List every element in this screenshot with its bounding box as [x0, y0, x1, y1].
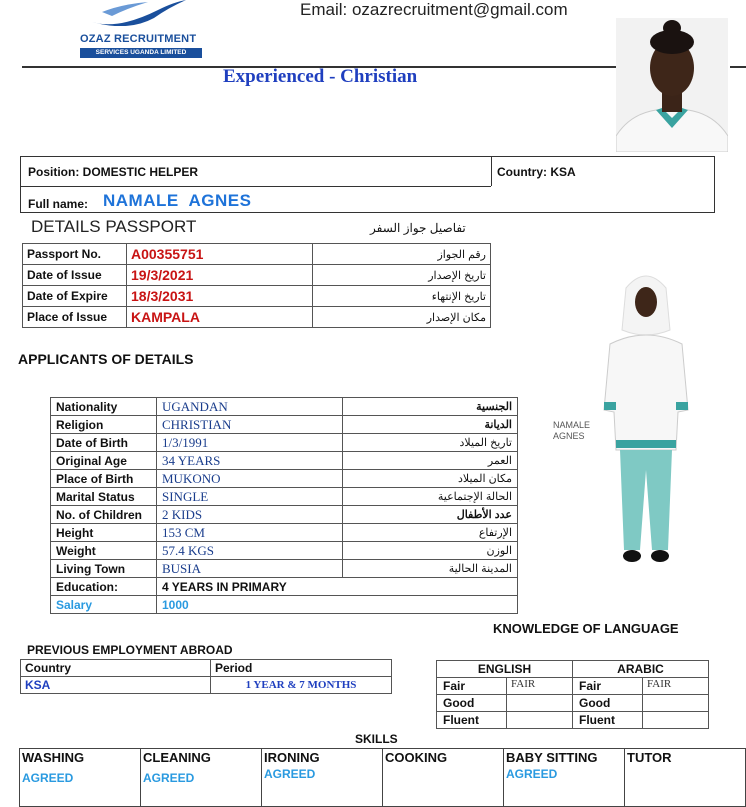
skill-name: IRONING: [264, 750, 320, 765]
detail-value: UGANDAN: [157, 398, 343, 416]
applicant-details-table: [50, 397, 518, 614]
english-level-value: [507, 712, 573, 729]
table-row: [437, 695, 709, 712]
skill-value: AGREED: [22, 771, 74, 785]
detail-value: 1/3/1991: [157, 434, 343, 452]
skill-cell: [262, 749, 383, 807]
language-table: [436, 660, 709, 729]
arabic-level-value: FAIR: [643, 678, 709, 695]
detail-label: Marital Status: [51, 488, 157, 506]
applicants-section-title: APPLICANTS OF DETAILS: [18, 351, 194, 367]
table-row: [51, 578, 518, 596]
passport-section-title-arabic: تفاصيل جواز السفر: [370, 221, 466, 235]
detail-value: SINGLE: [157, 488, 343, 506]
detail-label-arabic: المدينة الحالية: [343, 560, 518, 578]
passport-value: 19/3/2021: [127, 265, 313, 286]
skill-cell: [383, 749, 504, 807]
language-level: Fair: [573, 678, 643, 695]
passport-label: Date of Issue: [23, 265, 127, 286]
country-label: Country: KSA: [497, 165, 576, 179]
table-row: [23, 307, 491, 328]
previous-employment-table: [20, 659, 392, 694]
table-row: [21, 660, 392, 677]
table-row: [51, 542, 518, 560]
skill-name: TUTOR: [627, 750, 672, 765]
table-row: [20, 749, 746, 807]
detail-label-arabic: الإرتفاع: [343, 524, 518, 542]
skill-cell: [504, 749, 625, 807]
language-level: Good: [573, 695, 643, 712]
detail-label: Date of Birth: [51, 434, 157, 452]
employment-period: 1 YEAR & 7 MONTHS: [211, 677, 392, 694]
company-email: Email: ozazrecruitment@gmail.com: [300, 0, 568, 19]
skills-table: [19, 748, 746, 807]
language-header-english: ENGLISH: [437, 661, 573, 678]
passport-label-arabic: مكان الإصدار: [313, 307, 491, 328]
detail-label: Religion: [51, 416, 157, 434]
language-level: Fluent: [437, 712, 507, 729]
table-row: [51, 524, 518, 542]
detail-value: CHRISTIAN: [157, 416, 343, 434]
arabic-level-value: [643, 695, 709, 712]
detail-label-arabic: عدد الأطفال: [343, 506, 518, 524]
passport-label: Place of Issue: [23, 307, 127, 328]
fullname-label: Full name:: [28, 197, 89, 211]
detail-label-arabic: تاريخ الميلاد: [343, 434, 518, 452]
employment-country: KSA: [21, 677, 211, 694]
table-row: [437, 678, 709, 695]
table-row: [51, 560, 518, 578]
education-value: 4 YEARS IN PRIMARY: [157, 578, 518, 596]
candidate-category-title: Experienced - Christian: [223, 66, 418, 87]
photo-caption: [553, 420, 590, 442]
photo-caption-line: AGNES: [553, 431, 585, 441]
passport-table: [22, 243, 491, 328]
passport-value: 18/3/2031: [127, 286, 313, 307]
table-row: [51, 398, 518, 416]
candidate-fullbody-photo: [596, 270, 696, 572]
candidate-fullname: NAMALE AGNES: [103, 191, 252, 210]
skill-name: WASHING: [22, 750, 85, 765]
detail-label-arabic: الحالة الإجتماعية: [343, 488, 518, 506]
skill-name: BABY SITTING: [506, 750, 598, 765]
detail-label: Weight: [51, 542, 157, 560]
table-row: [437, 661, 709, 678]
passport-label-arabic: تاريخ الإنتهاء: [313, 286, 491, 307]
detail-label: Place of Birth: [51, 470, 157, 488]
passport-value: KAMPALA: [127, 307, 313, 328]
language-section-title: KNOWLEDGE OF LANGUAGE: [493, 621, 679, 636]
education-label: Education:: [51, 578, 157, 596]
skill-value: AGREED: [143, 771, 195, 785]
detail-value: 34 YEARS: [157, 452, 343, 470]
detail-label-arabic: مكان الميلاد: [343, 470, 518, 488]
skill-cell: [625, 749, 746, 807]
detail-label: Living Town: [51, 560, 157, 578]
detail-value: 57.4 KGS: [157, 542, 343, 560]
skill-value: AGREED: [264, 767, 316, 781]
table-row: [51, 596, 518, 614]
passport-label: Date of Expire: [23, 286, 127, 307]
company-logo-tagline: SERVICES UGANDA LIMITED: [80, 48, 202, 58]
skill-cell: [141, 749, 262, 807]
language-header-arabic: ARABIC: [573, 661, 709, 678]
detail-label: No. of Children: [51, 506, 157, 524]
detail-label-arabic: الجنسية: [343, 398, 518, 416]
table-row: [51, 470, 518, 488]
table-row: [51, 506, 518, 524]
detail-value: 2 KIDS: [157, 506, 343, 524]
language-level: Fair: [437, 678, 507, 695]
passport-label-arabic: رقم الجواز: [313, 244, 491, 265]
detail-label: Original Age: [51, 452, 157, 470]
detail-label-arabic: العمر: [343, 452, 518, 470]
table-row: [23, 286, 491, 307]
passport-label-arabic: تاريخ الإصدار: [313, 265, 491, 286]
company-logo-swoosh: [88, 0, 188, 26]
detail-value: BUSIA: [157, 560, 343, 578]
photo-caption-line: NAMALE: [553, 420, 591, 430]
passport-value: A00355751: [127, 244, 313, 265]
skill-cell: [20, 749, 141, 807]
table-row: [51, 416, 518, 434]
table-row: [51, 434, 518, 452]
table-row: [23, 265, 491, 286]
detail-label-arabic: الوزن: [343, 542, 518, 560]
language-level: Good: [437, 695, 507, 712]
passport-label: Passport No.: [23, 244, 127, 265]
salary-value: 1000: [157, 596, 518, 614]
header-divider-right: [730, 66, 746, 68]
english-level-value: [507, 695, 573, 712]
detail-label-arabic: الديانة: [343, 416, 518, 434]
table-row: [437, 712, 709, 729]
column-header: Country: [21, 660, 211, 677]
table-row: [51, 488, 518, 506]
table-row: [23, 244, 491, 265]
position-label: Position: DOMESTIC HELPER: [28, 165, 199, 179]
column-header: Period: [211, 660, 392, 677]
language-level: Fluent: [573, 712, 643, 729]
detail-label: Nationality: [51, 398, 157, 416]
detail-value: MUKONO: [157, 470, 343, 488]
skill-name: COOKING: [385, 750, 448, 765]
english-level-value: FAIR: [507, 678, 573, 695]
table-row: [51, 452, 518, 470]
skill-value: AGREED: [506, 767, 558, 781]
table-row: [21, 677, 392, 694]
skill-name: CLEANING: [143, 750, 211, 765]
passport-section-title: DETAILS PASSPORT: [31, 217, 197, 236]
company-logo-name: OZAZ RECRUITMENT: [80, 33, 197, 45]
candidate-headshot-photo: [616, 18, 728, 152]
previous-employment-title: PREVIOUS EMPLOYMENT ABROAD: [27, 643, 233, 657]
detail-value: 153 CM: [157, 524, 343, 542]
detail-label: Height: [51, 524, 157, 542]
salary-label: Salary: [51, 596, 157, 614]
arabic-level-value: [643, 712, 709, 729]
skills-section-title: SKILLS: [355, 732, 398, 746]
